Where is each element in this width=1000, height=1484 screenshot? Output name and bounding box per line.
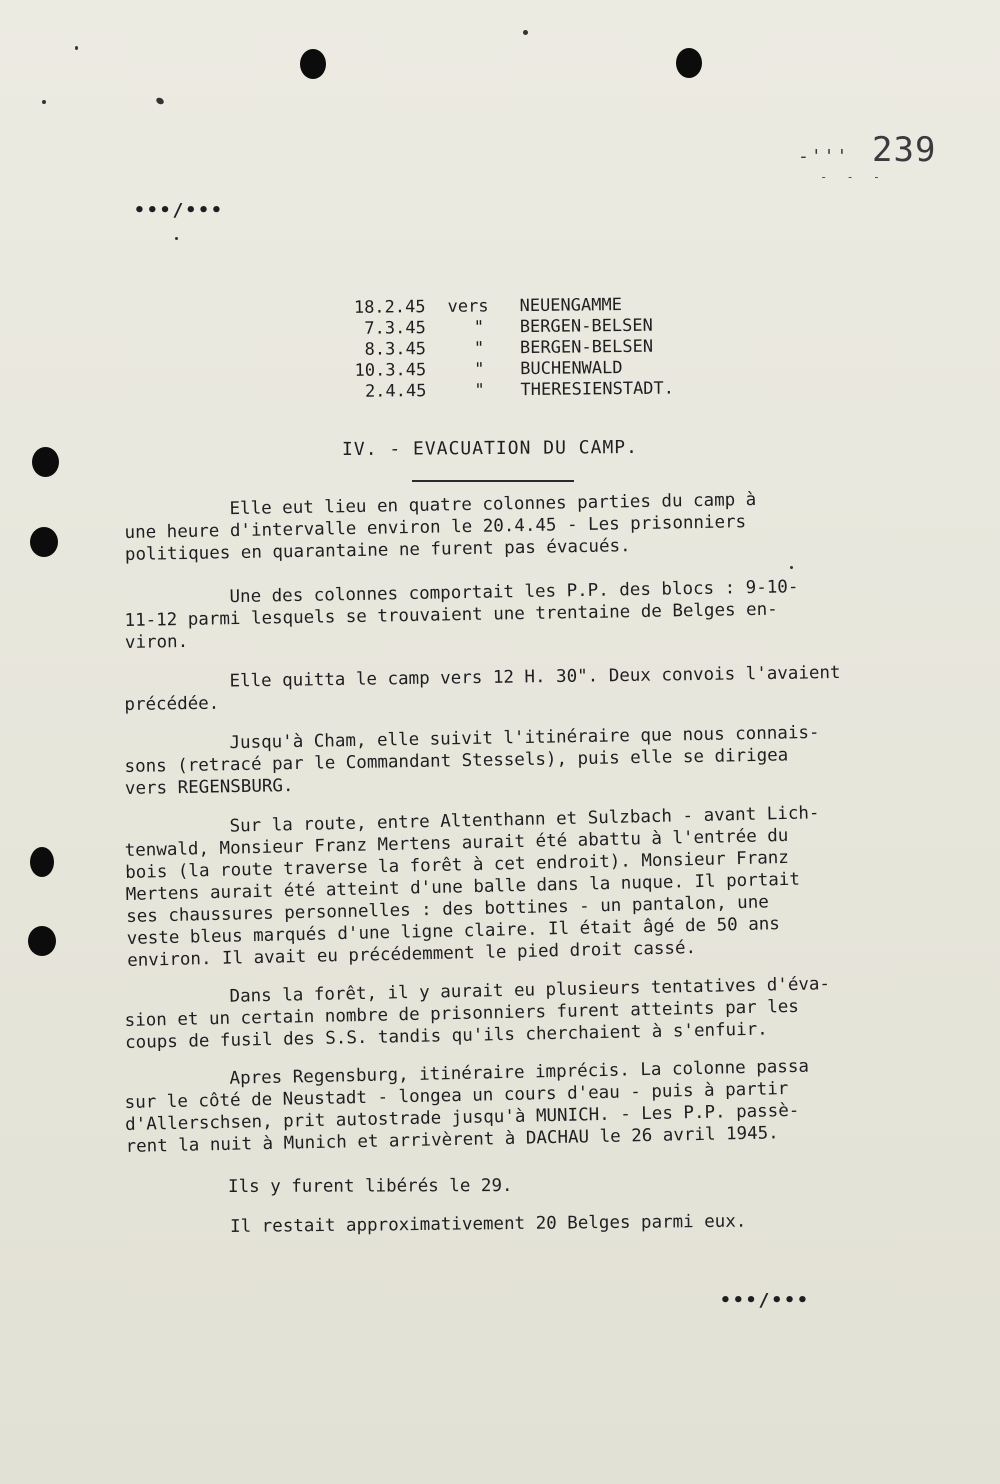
transfer-destination: BUCHENWALD [520,358,623,380]
ink-speck [523,30,528,35]
ink-speck [175,237,178,240]
paragraph: Dans la forêt, il y aurait eu plusieurs tentatives d'éva- sion et un certain nombre de prisonniers furent atteints par les coups de fusil des S.S. tandis qu'ils cherchaient à s'enfuir. [124,974,831,1053]
transfer-date: 18.2.45 [353,297,426,318]
transfer-destination: BERGEN-BELSEN [519,336,654,359]
transfer-destination: NEUENGAMME [519,295,623,317]
ink-speck [790,566,793,569]
ink-speck [155,96,165,105]
transfer-destination: THERESIENSTADT. [520,378,675,401]
transfer-direction: vers [447,296,489,317]
paragraph: Elle quitta le camp vers 12 H. 30". Deux convois l'avaient précédée. [124,662,841,715]
title-underline [412,480,574,482]
transfer-row [320,378,740,403]
paragraph: Elle eut lieu en quatre colonnes parties du camp à une heure d'intervalle environ le 20.4.45 - Les prisonniers politiques en quarantaine ne furent pas évacués. [124,489,757,565]
continuation-marker-top: •••/••• [134,200,224,221]
transfer-date: 7.3.45 [364,318,426,339]
transfer-direction: " [473,338,485,359]
paragraph: Sur la route, entre Altenthann et Sulzbach - avant Lich- tenwald, Monsieur Franz Mertens aurait été abattu à l'entrée du bois (la route traverse la forêt à cet endroit). Monsieur Franz Mertens aurait été atteint d'une balle dans la nuque. Il portait ses chaussures personnelles : des bottines - un pantalon, une veste bleus marqués d'une ligne claire. Il était âgé de 50 ans environ. Il avait eu précédemment le pied droit cassé. [124,803,820,971]
paragraph: Apres Regensburg, itinéraire imprécis. La colonne passa sur le côté de Neustadt - longea un cours d'eau - puis à partir d'Allerschsen, prit autostrade jusqu'à MUNICH. - Les P.P. passè- rent la nuit à Munich et arrivèrent à DACHAU le 26 avril 1945. [124,1056,810,1157]
page-number: 239 [872,130,937,170]
ink-speck [42,100,46,104]
punch-hole-left-4 [28,926,56,956]
paragraph: Jusqu'à Cham, elle suivit l'itinéraire que nous connais- sons (retracé par le Commandant Stessels), puis elle se dirigea vers REGENSBURG. [124,722,820,799]
transfer-date: 10.3.45 [354,360,427,381]
paragraph: Une des colonnes comportait les P.P. des blocs : 9-10- 11-12 parmi lesquels se trouvaient une trentaine de Belges en- viron. [124,577,799,653]
transfer-direction: " [473,317,485,338]
continuation-marker-bottom: •••/••• [720,1290,810,1311]
punch-hole-top-left [300,49,326,79]
transfer-destination: BERGEN-BELSEN [519,315,653,338]
transfer-date: 8.3.45 [364,339,427,360]
punch-hole-left-3 [30,847,54,877]
punch-hole-top-right [676,48,702,78]
transfer-date: 2.4.45 [364,381,427,402]
punch-hole-left-2 [30,527,58,557]
punch-hole-left-1 [32,447,59,477]
transfer-direction: " [474,359,485,380]
paragraph: Ils y furent libérés le 29. [228,1176,513,1197]
page-number-underline: - - - [820,170,887,184]
ink-speck [75,46,78,50]
page-number-prefix: -''' [798,146,850,167]
transfer-direction: " [474,380,485,401]
paragraph: Il restait approximativement 20 Belges parmi eux. [230,1211,747,1237]
section-title: IV. - EVACUATION DU CAMP. [341,436,639,461]
transfer-list [319,294,740,403]
